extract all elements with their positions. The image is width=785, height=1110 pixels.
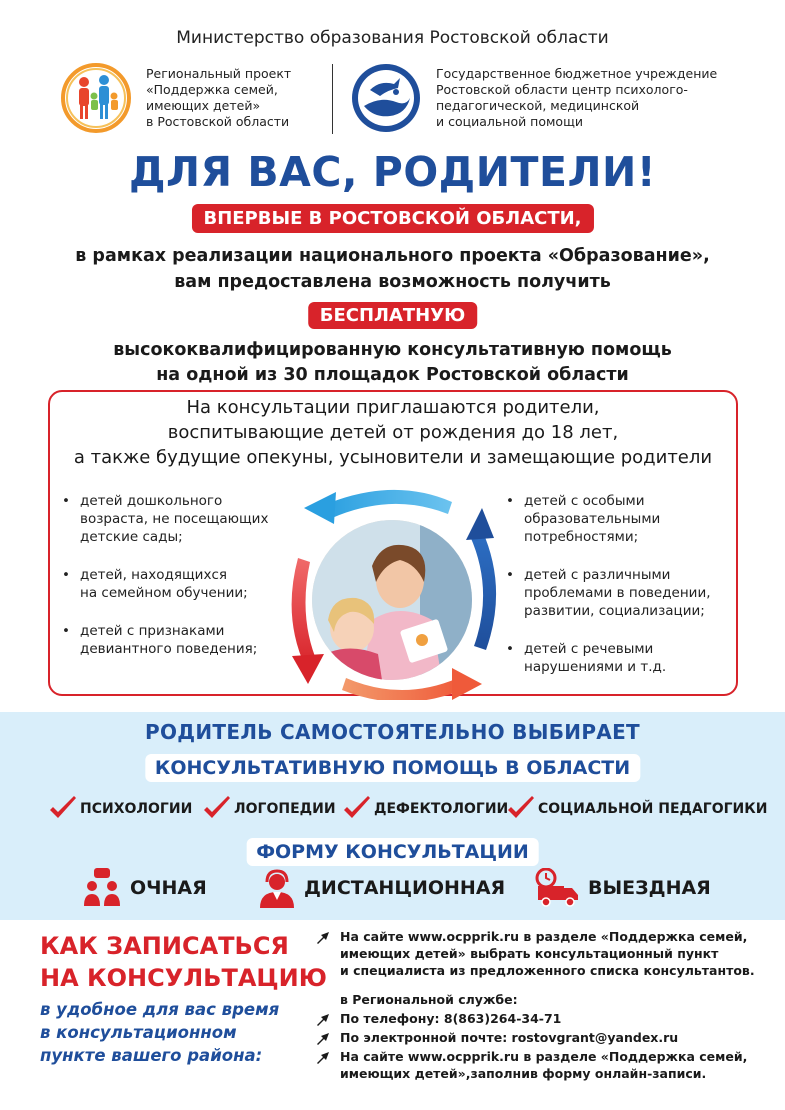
red-check-icon	[48, 796, 78, 822]
form-in-person: ОЧНАЯ	[82, 868, 207, 908]
main-headline: ДЛЯ ВАС, РОДИТЕЛИ!	[128, 148, 657, 196]
pointer-arrow-icon	[316, 1051, 330, 1065]
signup-step-email: По электронной почте: rostovgrant@yandex.ru	[316, 1029, 766, 1046]
consult-areas	[48, 796, 768, 826]
delivery-truck-icon	[534, 868, 580, 908]
people-talking-icon	[82, 868, 122, 908]
ministry-title: Министерство образования Ростовской области	[176, 28, 609, 48]
pointer-arrow-icon	[316, 1032, 330, 1046]
pointer-arrow-icon	[316, 931, 330, 945]
logos-row	[60, 62, 740, 138]
regional-service-label: в Региональной службе:	[340, 992, 518, 1007]
list-item: • детей дошкольного возраста, не посещающих детские сады;	[60, 492, 300, 546]
signup-subtitle: в удобное для вас время в консультационном пункте вашего района:	[40, 1000, 280, 1065]
headset-operator-icon	[258, 868, 296, 908]
signup-step-phone: По телефону: 8(863)264-34-71	[316, 1010, 766, 1027]
organization-name: Государственное бюджетное учреждение Ростовской области центр психолого- педагогической, медицинской и социальной помощи	[436, 66, 718, 129]
family-project-logo	[60, 62, 132, 134]
consult-forms	[0, 868, 785, 914]
first-time-badge: ВПЕРВЫЕ В РОСТОВСКОЙ ОБЛАСТИ,	[191, 204, 593, 233]
right-bullet-list	[504, 492, 729, 696]
consult-form-pill: ФОРМУ КОНСУЛЬТАЦИИ	[246, 838, 539, 866]
form-remote: ДИСТАНЦИОННАЯ	[258, 868, 505, 908]
red-check-icon	[506, 796, 536, 822]
area-psychology: ПСИХОЛОГИИ	[48, 796, 192, 822]
consult-area-pill: КОНСУЛЬТАТИВНУЮ ПОМОЩЬ В ОБЛАСТИ	[145, 754, 640, 782]
invite-text: На консультации приглашаются родители, воспитывающие детей от рождения до 18 лет, а также будущие опекуны, усыновители и замещающие родители	[73, 397, 713, 468]
signup-steps	[316, 928, 766, 1082]
list-item: • детей с различными проблемами в поведении, развитии, социализации;	[504, 566, 729, 620]
intro-text-2: высококвалифицированную консультативную помощь на одной из 30 площадок Ростовской области	[113, 340, 672, 385]
project-name: Региональный проект «Поддержка семей, имеющих детей» в Ростовской области	[146, 66, 292, 129]
signup-step-online-form: На сайте www.ocpprik.ru в разделе «Поддержка семей, имеющих детей»,заполнив форму онлайн-записи.	[316, 1048, 766, 1082]
form-visiting: ВЫЕЗДНАЯ	[534, 868, 711, 908]
pointer-arrow-icon	[316, 1013, 330, 1027]
intro-text: в рамках реализации национального проекта «Образование», вам предоставлена возможность получить	[75, 246, 710, 292]
signup-title: КАК ЗАПИСАТЬСЯ НА КОНСУЛЬТАЦИЮ	[40, 932, 327, 992]
area-social-pedagogy: СОЦИАЛЬНОЙ ПЕДАГОГИКИ	[506, 796, 767, 822]
list-item: • детей с признаками девиантного поведения;	[60, 622, 300, 658]
list-item: • детей с особыми образовательными потребностями;	[504, 492, 729, 546]
logo-divider	[332, 64, 333, 134]
mother-child-photo	[312, 520, 472, 680]
list-item: • детей с речевыми нарушениями и т.д.	[504, 640, 729, 676]
choice-title: РОДИТЕЛЬ САМОСТОЯТЕЛЬНО ВЫБИРАЕТ	[145, 720, 640, 744]
list-item: • детей, находящихся на семейном обучении;	[60, 566, 300, 602]
center-logo	[350, 62, 422, 134]
red-check-icon	[202, 796, 232, 822]
area-speech-therapy: ЛОГОПЕДИИ	[202, 796, 336, 822]
red-check-icon	[342, 796, 372, 822]
signup-step-website: На сайте www.ocpprik.ru в разделе «Поддержка семей, имеющих детей» выбрать консультационный пункт и специалиста из предложенного списка консультантов.	[316, 928, 766, 979]
area-defectology: ДЕФЕКТОЛОГИИ	[342, 796, 508, 822]
free-badge: БЕСПЛАТНУЮ	[308, 302, 478, 329]
